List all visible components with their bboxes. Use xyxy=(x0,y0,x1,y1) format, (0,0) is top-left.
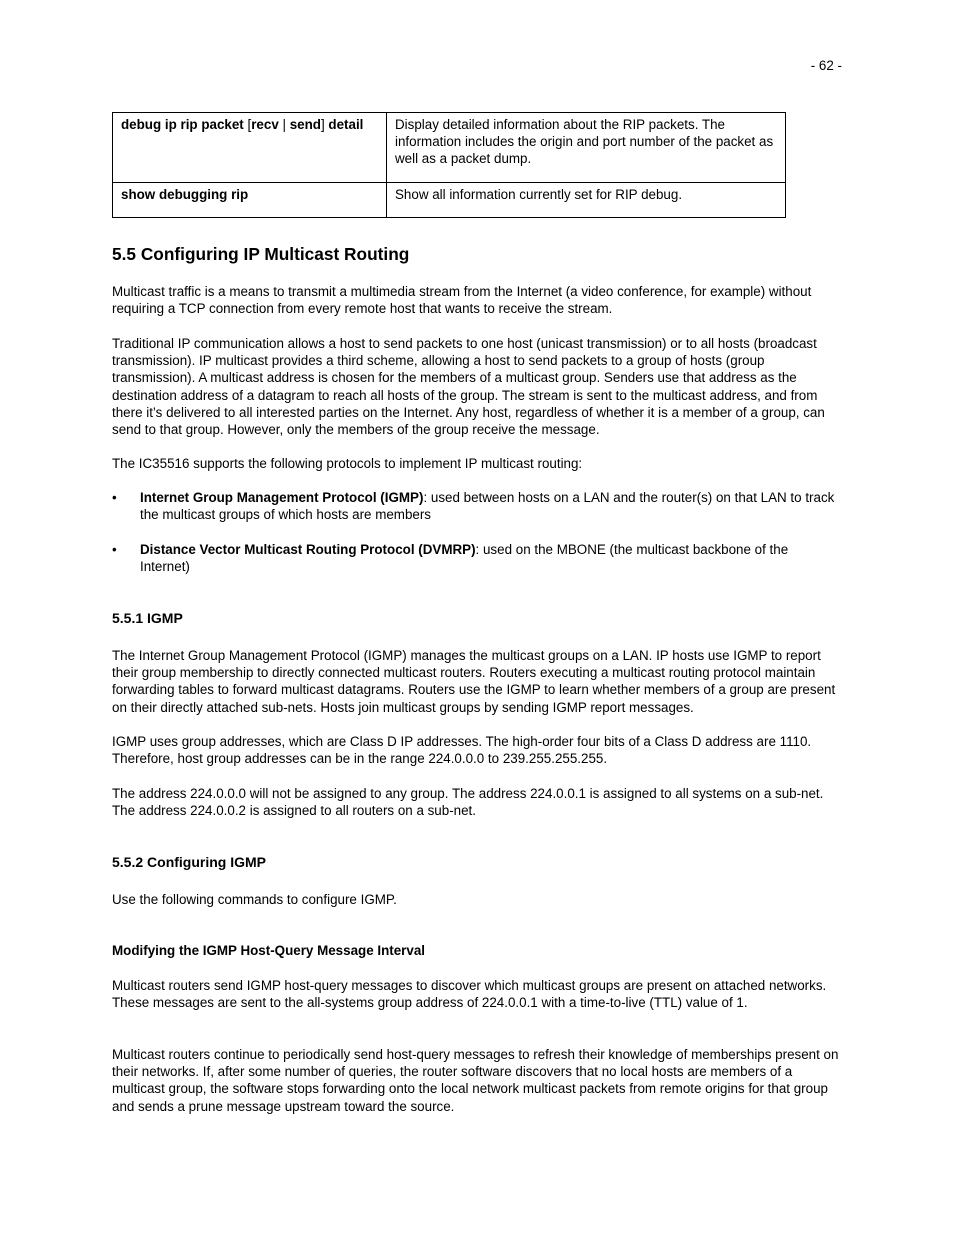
subsection-heading: 5.5.1 IGMP xyxy=(112,610,183,626)
paragraph: IGMP uses group addresses, which are Class D IP addresses. The high-order four bits of a Class D address are 1110. Therefore, host group addresses can be in the range 224.0.0.0 to 239.255.255.255. xyxy=(112,734,812,767)
bullet-term: Internet Group Management Protocol (IGMP) xyxy=(140,490,424,505)
command-text: | xyxy=(278,117,290,132)
command-text: send xyxy=(289,117,321,132)
table-row xyxy=(113,183,786,218)
bullet-marker: • xyxy=(112,542,117,557)
command-text: [ xyxy=(243,117,252,132)
command-cell: show debugging rip xyxy=(113,183,387,218)
paragraph: The address 224.0.0.0 will not be assigned to any group. The address 224.0.0.1 is assigned to all systems on a sub-net. The address 224.0.0.2 is assigned to all routers on a sub-net. xyxy=(112,786,824,819)
command-table xyxy=(112,112,786,218)
sub-subsection-heading: Modifying the IGMP Host-Query Message Interval xyxy=(112,943,426,958)
bullet-text: : used between hosts on a LAN and the router(s) on that LAN to track the multicast groups of which hosts are members xyxy=(140,490,835,523)
paragraph: The Internet Group Management Protocol (IGMP) manages the multicast groups on a LAN. IP hosts use IGMP to report their group membership to directly connected multicast routers. Routers executing a multicast routing protocol maintain forwarding tables to forward multicast datagrams. Routers use the IGMP to learn whether members of a group are present on their directly attached sub-nets. Hosts join multicast groups by sending IGMP report messages. xyxy=(112,648,836,715)
command-text: debug ip rip packet xyxy=(121,117,244,132)
subsection-heading: 5.5.2 Configuring IGMP xyxy=(112,854,267,870)
section-heading: 5.5 Configuring IP Multicast Routing xyxy=(112,244,410,264)
paragraph: Multicast routers continue to periodically send host-query messages to refresh their knowledge of memberships present on their networks. If, after some number of queries, the router software discovers that no local hosts are members of a multicast group, the software stops forwarding onto the local network multicast packets from remote origins for that group and sends a prune message upstream toward the source. xyxy=(112,1047,839,1114)
command-text: recv xyxy=(251,117,279,132)
bullet-marker: • xyxy=(112,490,117,505)
paragraph: Traditional IP communication allows a host to send packets to one host (unicast transmission) or to all hosts (broadcast transmission). IP multicast provides a third scheme, allowing a host to send packets to a group of hosts (group transmission). A multicast address is chosen for the members of a multicast group. Senders use that address as the destination address of a datagram to reach all hosts of the group. The stream is sent to the multicast address, and from there it’s delivered to all interested parties on the Internet. Any host, regardless of whether it is a member of a group, can send to that group. However, only the members of the group receive the message. xyxy=(112,336,825,438)
description-cell: Display detailed information about the RIP packets. The information includes the origin and port number of the packet as well as a packet dump. xyxy=(387,113,786,183)
paragraph: Multicast routers send IGMP host-query messages to discover which multicast groups are present on attached networks. These messages are sent to the all-systems group address of 224.0.0.1 with a time-to-live (TTL) value of 1. xyxy=(112,978,827,1011)
command-text: detail xyxy=(328,117,364,132)
paragraph: Multicast traffic is a means to transmit a multimedia stream from the Internet (a video conference, for example) without requiring a TCP connection from every remote host that wants to receive the stream. xyxy=(112,284,812,317)
paragraph: The IC35516 supports the following protocols to implement IP multicast routing: xyxy=(112,456,583,471)
bullet-term: Distance Vector Multicast Routing Protocol (DVMRP) xyxy=(140,542,476,557)
command-text: ] xyxy=(320,117,329,132)
paragraph: Use the following commands to configure IGMP. xyxy=(112,892,397,907)
page-number: - 62 - xyxy=(810,58,842,73)
description-cell: Show all information currently set for RIP debug. xyxy=(387,183,786,218)
table-row xyxy=(113,113,786,183)
bullet-text: : used on the MBONE (the multicast backbone of the Internet) xyxy=(140,542,789,575)
command-cell xyxy=(113,113,387,183)
